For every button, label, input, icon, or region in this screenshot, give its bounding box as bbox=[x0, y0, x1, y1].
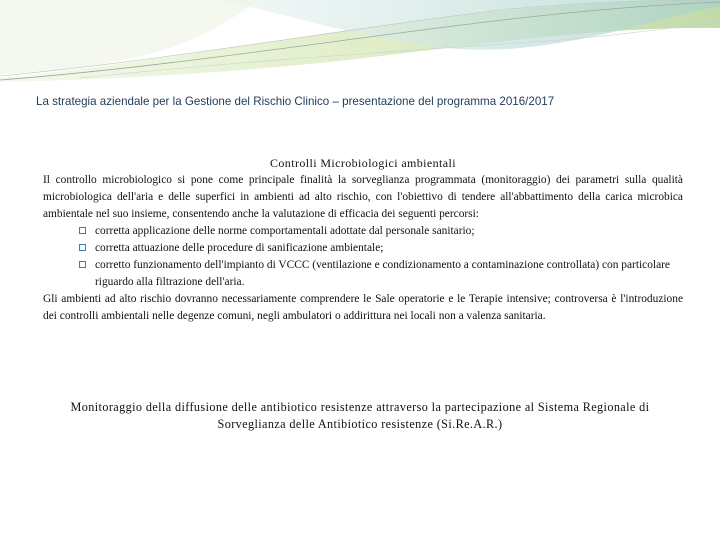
presentation-header: La strategia aziendale per la Gestione del Rischio Clinico – presentazione del programma 2016/2017 bbox=[36, 95, 555, 108]
checkbox-bullet-icon bbox=[79, 244, 86, 251]
list-item bbox=[83, 257, 683, 291]
footer-note: Monitoraggio della diffusione delle antibiotico resistenze attraverso la partecipazione al Sistema Regionale di Sorveglianza delle Antibiotico resistenze (Si.Re.A.R.) bbox=[70, 400, 650, 431]
section-title: Controlli Microbiologici ambientali bbox=[270, 156, 456, 170]
checkbox-bullet-icon bbox=[79, 261, 86, 268]
closing-paragraph: Gli ambienti ad alto rischio dovranno necessariamente comprendere le Sale operatorie e le Terapie intensive; controversa è l'introduzione dei controlli ambientali nelle degenze comuni, negli ambulatori o addirittura nei locali non a valenza sanitaria. bbox=[43, 293, 683, 322]
list-item bbox=[83, 223, 683, 240]
list-item-text: corretto funzionamento dell'impianto di VCCC (ventilazione e condizionamento a contaminazione controllata) con particolare riguardo alla filtrazione dell'aria. bbox=[95, 259, 670, 288]
list-item-text: corretta attuazione delle procedure di sanificazione ambientale; bbox=[95, 242, 384, 254]
checkbox-bullet-icon bbox=[79, 227, 86, 234]
checklist bbox=[43, 223, 683, 291]
content-body bbox=[43, 155, 683, 325]
list-item-text: corretta applicazione delle norme comportamentali adottate dal personale sanitario; bbox=[95, 225, 475, 237]
intro-paragraph: Il controllo microbiologico si pone come principale finalità la sorveglianza programmata (monitoraggio) dei parametri sulla qualità microbiologica dell'aria e delle superfici in ambienti ad alto rischio, con l'obiettivo di tendere all'abbattimento della carica microbica ambientale nel suo insieme, consentendo anche la valutazione di efficacia dei seguenti percorsi: bbox=[43, 174, 683, 220]
list-item bbox=[83, 240, 683, 257]
